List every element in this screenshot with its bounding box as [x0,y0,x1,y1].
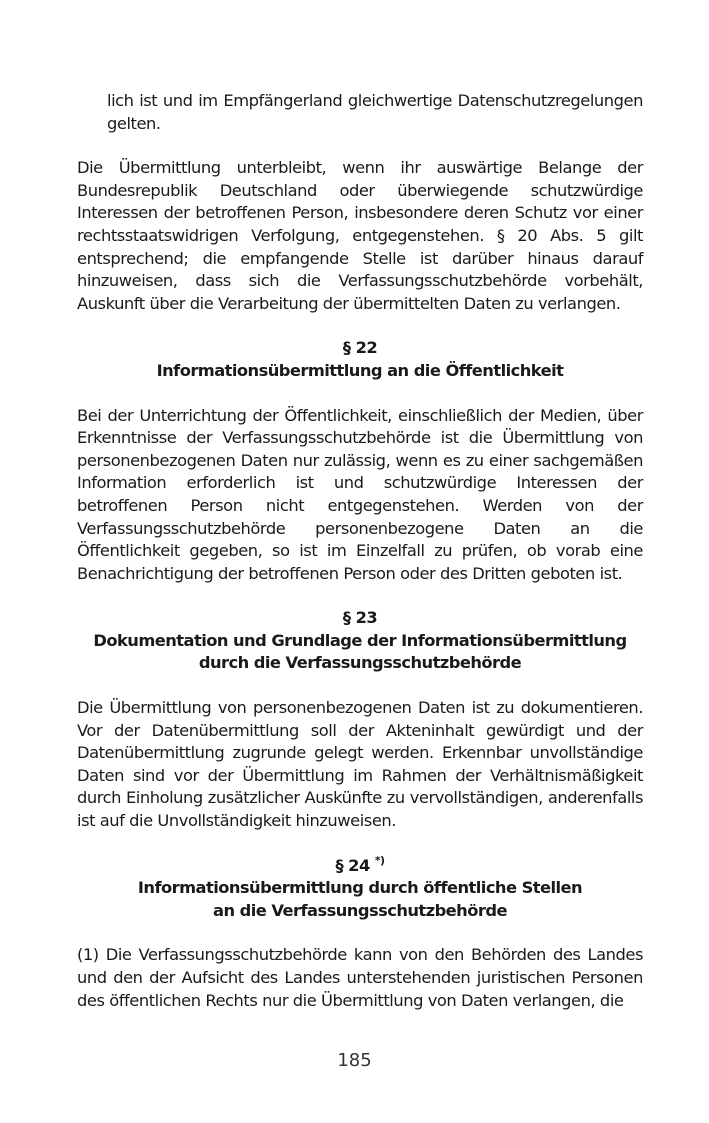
section-23-title-line2: durch die Verfassungsschutzbehörde [198,653,522,673]
section-24-number-line [77,855,643,878]
page-content [77,90,643,1012]
section-24-title-line2: an die Verfassungsschutzbehörde [213,900,507,920]
section-24-text: (1) Die Verfassungsschutzbehörde kann von den Behörden des Landes und den der Aufsicht des Landes unterstehenden juristischen Personen des öffentlichen Rechts nur die Übermittlung von Daten verlangen, die [77,945,643,1010]
footnote-marker: *) [374,853,385,867]
paragraph-21-end: Die Übermittlung unterbleibt, wenn ihr auswärtige Belange der Bundesrepublik Deutschland oder überwiegende schutzwürdige Interessen der betroffenen Person, insbesondere deren Schutz vor einer rechtsstaatswidrigen Verfolgung, entgegenstehen. § 20 Abs. 5 gilt entsprechend; die empfangende Stelle ist darüber hinaus darauf hinzuweisen, dass sich die Verfassungsschutzbehörde vorbehält, Auskunft über die Verarbeitung der übermittelten Daten zu verlangen. [77,158,643,313]
section-24-heading [77,855,643,923]
section-24-title-line1: Informationsübermittlung durch öffentliche Stellen [137,878,583,898]
section-23-text: Die Übermittlung von personenbezogenen Daten ist zu dokumentieren. Vor der Datenübermittlung soll der Akteninhalt gewürdigt und der Datenübermittlung zugrunde gelegt werden. Erkennbar unvollständige Daten sind vor der Übermittlung im Rahmen der Verhältnismäßigkeit durch Einholung zusätzlicher Auskünfte zu vervollständigen, anderenfalls ist auf die Unvollständigkeit hinzuweisen. [77,698,643,831]
section-22-text: Bei der Unterrichtung der Öffentlichkeit, einschließlich der Medien, über Erkenntnisse der Verfassungsschutzbehörde ist die Übermittlung von personenbezogenen Daten nur zulässig, wenn es zu einer sachgemäßen Information erforderlich ist und schutzwürdige Interessen der betroffenen Person nicht entgegenstehen. Werden von der Verfassungsschutzbehörde personenbezogene Daten an die Öffentlichkeit gegeben, so ist im Einzelfall zu prüfen, ob vorab eine Benachrichtigung der betroffenen Person oder des Dritten geboten ist. [77,405,643,583]
section-23-title-line1: Dokumentation und Grundlage der Informationsübermittlung [93,630,627,650]
section-22-number: § 22 [342,338,378,358]
section-23-number: § 23 [342,608,378,628]
continuation-text: lich ist und im Empfängerland gleichwertige Datenschutzregelungen gelten. [107,91,643,133]
section-23-heading [77,607,643,675]
section-22-title: Informationsübermittlung an die Öffentlichkeit [156,360,564,380]
page-number: 185 [337,1050,372,1071]
section-22-heading [77,337,643,382]
section-24-number: § 24 [335,855,370,875]
